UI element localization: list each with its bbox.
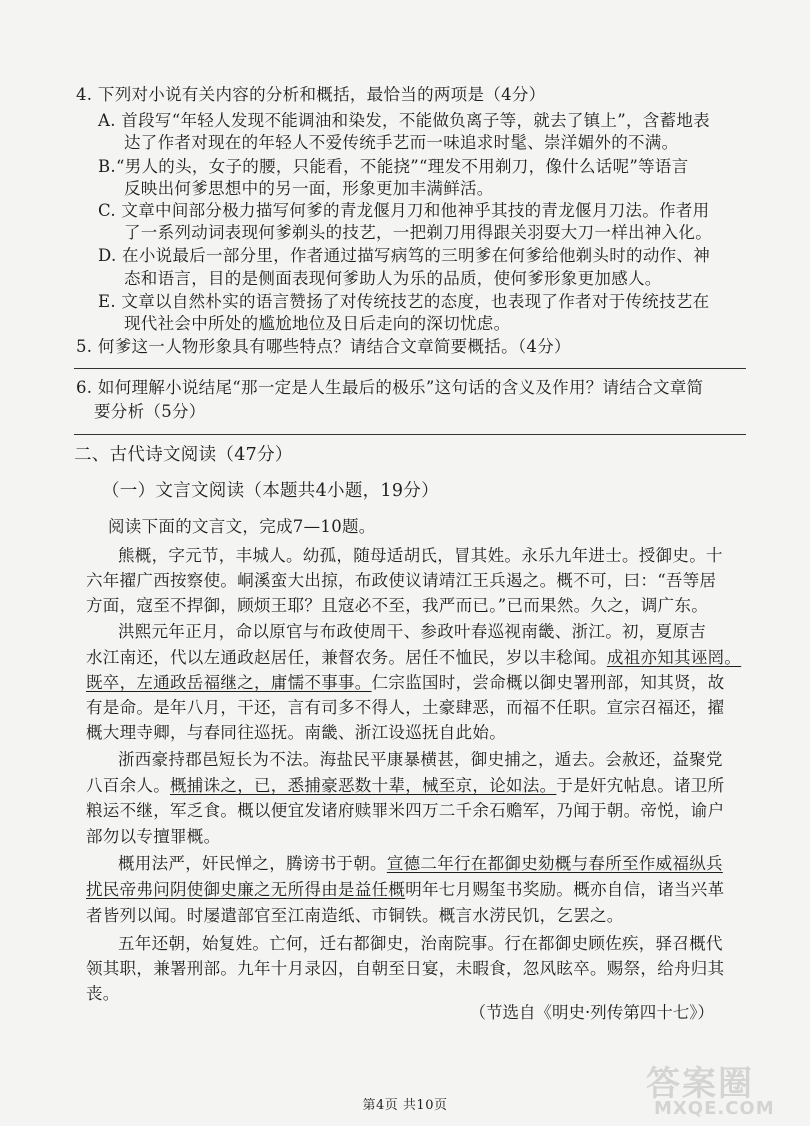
passage-p1-line-2: 六年擢广西按察使。峒溪蛮大出掠，布政使议请靖江王兵遏之。概不可，曰：“吾等居 bbox=[86, 571, 717, 590]
passage-p2-line-5: 概大理寺卿，与春同往巡抚。南畿、浙江设巡抚自此始。 bbox=[86, 723, 506, 742]
underlined-sentence-2: 概捕诛之，已，悉捕豪恶数十辈，械至京，论如法。 bbox=[170, 776, 557, 795]
option-e-line-1: E. 文章以自然朴实的语言赞扬了对传统技艺的态度，也表现了作者对于传统技艺在 bbox=[98, 292, 710, 311]
question-6-line-2: 要分析（5分） bbox=[94, 402, 206, 421]
section-title: 二、古代诗文阅读（47分） bbox=[74, 445, 293, 465]
passage-p4-line-2 bbox=[86, 879, 724, 901]
watermark-logo bbox=[640, 1056, 780, 1118]
option-c-line-1: C. 文章中间部分极力描写何爹的青龙偃月刀和他神乎其技的青龙偃月刀法。作者用 bbox=[98, 201, 710, 220]
option-d-line-1: D. 在小说最后一部分里，作者通过描写病笃的三明爹在何爹给他剃头时的动作、神 bbox=[98, 246, 711, 265]
question-6-line-1: 6. 如何理解小说结尾“那一定是人生最后的极乐”这句话的含义及作用？请结合文章简 bbox=[76, 378, 704, 397]
passage-p2-line-3-text: 仁宗监国时，尝命概以御史署刑部，知其贤，故 bbox=[371, 673, 725, 692]
option-d-line-2: 态和语言，目的是侧面表现何爹助人为乐的品质，使何爹形象更加感人。 bbox=[124, 269, 662, 288]
passage-p4-line-1-start: 概用法严，奸民惮之，腾谤书于朝。 bbox=[118, 854, 387, 873]
answer-line-q5 bbox=[74, 368, 746, 369]
passage-p3-line-4: 部勿以专擅罪概。 bbox=[86, 827, 221, 846]
reading-instruction: 阅读下面的文言文，完成7—10题。 bbox=[108, 517, 376, 536]
passage-p4-line-2-end: 明年七月赐玺书奖励。概亦自信，诸当兴革 bbox=[405, 880, 725, 899]
option-a-line-2: 达了作者对现在的年轻人不爱传统手艺而一味追求时髦、崇洋媚外的不满。 bbox=[124, 133, 679, 152]
passage-p2-line-3 bbox=[86, 672, 724, 694]
passage-p2-line-2 bbox=[86, 647, 741, 669]
passage-p3-line-3: 粮运不继，军乏食。概以便宜发诸府赎罪米四万二千余石赡军，乃闻于朝。帝悦，谕户 bbox=[86, 801, 725, 820]
passage-p3-line-1: 浙西豪持郡邑短长为不法。海盐民平康暴横甚，御史捕之，遁去。会赦还，益聚党 bbox=[118, 750, 723, 769]
option-c-line-2: 了一系列动词表现何爹剃头的技艺，一把剃刀用得跟关羽耍大刀一样出神入化。 bbox=[124, 223, 712, 242]
section-subtitle: （一）文言文阅读（本题共4小题，19分） bbox=[102, 481, 439, 501]
underlined-sentence-1b: 既卒，左通政岳福继之，庸懦不事事。 bbox=[86, 673, 372, 692]
passage-p5-line-2: 领其职，兼署刑部。九年十月录囚，自朝至日宴，未暇食，忽风眩卒。赐祭，给舟归其 bbox=[86, 959, 725, 978]
passage-p2-line-1: 洪熙元年正月，命以原官与布政使周干、参政叶春巡视南畿、浙江。初，夏原吉 bbox=[118, 622, 706, 641]
underlined-sentence-3b: 扰民帝弗问阴使御史廉之无所得由是益任概 bbox=[86, 880, 406, 899]
passage-p2-line-4: 有是命。是年八月，干还，言有司多不得人，土豪肆恶，而福不任职。宣宗召福还，擢 bbox=[86, 698, 725, 717]
passage-p4-line-1 bbox=[118, 853, 723, 875]
passage-p3-line-2-start: 八百余人。 bbox=[86, 776, 170, 795]
underlined-sentence-3a: 宣德二年行在都御史劾概与春所至作威福纵兵 bbox=[386, 854, 723, 873]
passage-source: （节选自《明史·列传第四十七》） bbox=[469, 1003, 714, 1022]
watermark-main-text: 答案圈 bbox=[646, 1064, 754, 1104]
passage-p1-line-3: 方面，寇至不捍御，顾烦王耶？且寇必不至，我严而已。”已而果然。久之，调广东。 bbox=[86, 596, 709, 615]
passage-p1-line-1: 熊概，字元节，丰城人。幼孤，随母适胡氏，冒其姓。永乐九年进士。授御史。十 bbox=[118, 546, 723, 565]
answer-line-q6 bbox=[74, 434, 746, 435]
passage-p5-line-1: 五年还朝，始复姓。亡何，迁右都御史，治南院事。行在都御史顾佐疾，驿召概代 bbox=[118, 934, 723, 953]
underlined-sentence-1a: 成祖亦知其诬罔。 bbox=[606, 648, 742, 667]
passage-p2-line-2-text: 水江南还，代以左通政赵居任，兼督农务。居任不恤民，岁以丰稔闻。 bbox=[86, 648, 607, 667]
option-a-line-1: A. 首段写“年轻人发现不能调油和染发，不能做负离子等，就去了镇上”，含蓄地表 bbox=[98, 111, 710, 130]
option-e-line-2: 现代社会中所处的尴尬地位及日后走向的深切忧虑。 bbox=[124, 314, 511, 333]
passage-p5-line-3: 丧。 bbox=[86, 984, 120, 1003]
question-4-stem: 4. 下列对小说有关内容的分析和概括，最恰当的两项是（4分） bbox=[76, 85, 546, 104]
passage-p3-line-2-end: 于是奸宄帖息。诸卫所 bbox=[556, 776, 725, 795]
page-number: 第4页 共10页 bbox=[362, 1098, 448, 1113]
option-b-line-2: 反映出何爹思想中的另一面，形象更加丰满鲜活。 bbox=[124, 179, 494, 198]
question-5: 5. 何爹这一人物形象具有哪些特点？请结合文章简要概括。（4分） bbox=[76, 337, 571, 356]
watermark-site-text: MXQE.COM bbox=[654, 1098, 775, 1119]
passage-p3-line-2 bbox=[86, 775, 724, 797]
passage-p4-line-3: 者皆列以闻。时屡遣部官至江南造纸、市铜铁。概言水涝民饥，乞罢之。 bbox=[86, 906, 624, 925]
option-b-line-1: B.“男人的头，女子的腰，只能看，不能挠”“理发不用剃刀，像什么话呢”等语言 bbox=[98, 157, 689, 176]
